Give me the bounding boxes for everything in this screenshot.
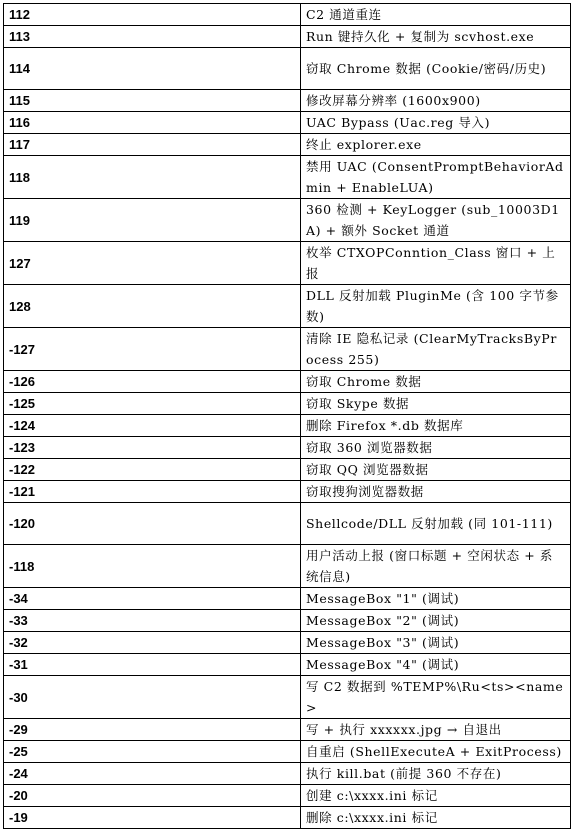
command-description: 自重启 (ShellExecuteA + ExitProcess) [301,741,571,763]
command-code: 128 [4,285,301,328]
command-table-body [4,4,571,829]
table-row [4,242,571,285]
command-description: 删除 Firefox *.db 数据库 [301,415,571,437]
command-code: -127 [4,328,301,371]
command-table [3,3,571,829]
command-description: 枚举 CTXOPConntion_Class 窗口 + 上报 [301,242,571,285]
table-row [4,328,571,371]
table-row [4,676,571,719]
table-row [4,393,571,415]
table-row [4,763,571,785]
command-code: -124 [4,415,301,437]
command-code: -25 [4,741,301,763]
command-description: 360 检测 + KeyLogger (sub_10003D1A) + 额外 Socket 通道 [301,199,571,242]
table-row [4,285,571,328]
table-row [4,112,571,134]
command-description: 窃取 QQ 浏览器数据 [301,459,571,481]
command-description: 清除 IE 隐私记录 (ClearMyTracksByProcess 255) [301,328,571,371]
table-row [4,785,571,807]
command-description: MessageBox "1" (调试) [301,588,571,610]
command-description: Shellcode/DLL 反射加载 (同 101-111) [301,503,571,545]
command-code: -29 [4,719,301,741]
command-description: DLL 反射加载 PluginMe (含 100 字节参数) [301,285,571,328]
command-description: MessageBox "4" (调试) [301,654,571,676]
table-row [4,503,571,545]
table-row [4,545,571,588]
table-row [4,632,571,654]
table-row [4,371,571,393]
command-code: -19 [4,807,301,829]
command-description: 窃取 Chrome 数据 (Cookie/密码/历史) [301,48,571,90]
command-description: 修改屏幕分辨率 (1600x900) [301,90,571,112]
table-row [4,719,571,741]
command-code: 112 [4,4,301,26]
table-row [4,4,571,26]
command-description: C2 通道重连 [301,4,571,26]
command-code: 115 [4,90,301,112]
table-row [4,437,571,459]
command-description: UAC Bypass (Uac.reg 导入) [301,112,571,134]
command-description: 创建 c:\xxxx.ini 标记 [301,785,571,807]
command-code: 119 [4,199,301,242]
command-code: -30 [4,676,301,719]
command-code: -24 [4,763,301,785]
command-code: 117 [4,134,301,156]
command-description: 终止 explorer.exe [301,134,571,156]
command-code: 114 [4,48,301,90]
command-description: 用户活动上报 (窗口标题 + 空闲状态 + 系统信息) [301,545,571,588]
table-row [4,90,571,112]
table-row [4,654,571,676]
command-code: 118 [4,156,301,199]
command-code: -33 [4,610,301,632]
command-code: -125 [4,393,301,415]
command-code: 116 [4,112,301,134]
command-code: -20 [4,785,301,807]
command-code: -34 [4,588,301,610]
command-code: -32 [4,632,301,654]
command-code: 113 [4,26,301,48]
table-row [4,588,571,610]
command-description: 窃取 Skype 数据 [301,393,571,415]
table-row [4,459,571,481]
command-code: -123 [4,437,301,459]
table-row [4,741,571,763]
table-row [4,156,571,199]
command-code: 127 [4,242,301,285]
command-description: MessageBox "3" (调试) [301,632,571,654]
command-description: 禁用 UAC (ConsentPromptBehaviorAdmin + EnableLUA) [301,156,571,199]
command-code: -120 [4,503,301,545]
command-description: MessageBox "2" (调试) [301,610,571,632]
table-row [4,199,571,242]
table-row [4,610,571,632]
command-description: 窃取搜狗浏览器数据 [301,481,571,503]
command-description: 执行 kill.bat (前提 360 不存在) [301,763,571,785]
command-code: -31 [4,654,301,676]
command-description: 窃取 360 浏览器数据 [301,437,571,459]
command-description: 删除 c:\xxxx.ini 标记 [301,807,571,829]
command-description: 写 + 执行 xxxxxx.jpg → 自退出 [301,719,571,741]
table-row [4,415,571,437]
command-code: -121 [4,481,301,503]
command-description: 窃取 Chrome 数据 [301,371,571,393]
table-row [4,807,571,829]
command-description: 写 C2 数据到 %TEMP%\Ru<ts><name> [301,676,571,719]
table-row [4,134,571,156]
table-row [4,48,571,90]
table-row [4,481,571,503]
command-code: -122 [4,459,301,481]
table-row [4,26,571,48]
command-code: -126 [4,371,301,393]
command-description: Run 键持久化 + 复制为 scvhost.exe [301,26,571,48]
command-code: -118 [4,545,301,588]
